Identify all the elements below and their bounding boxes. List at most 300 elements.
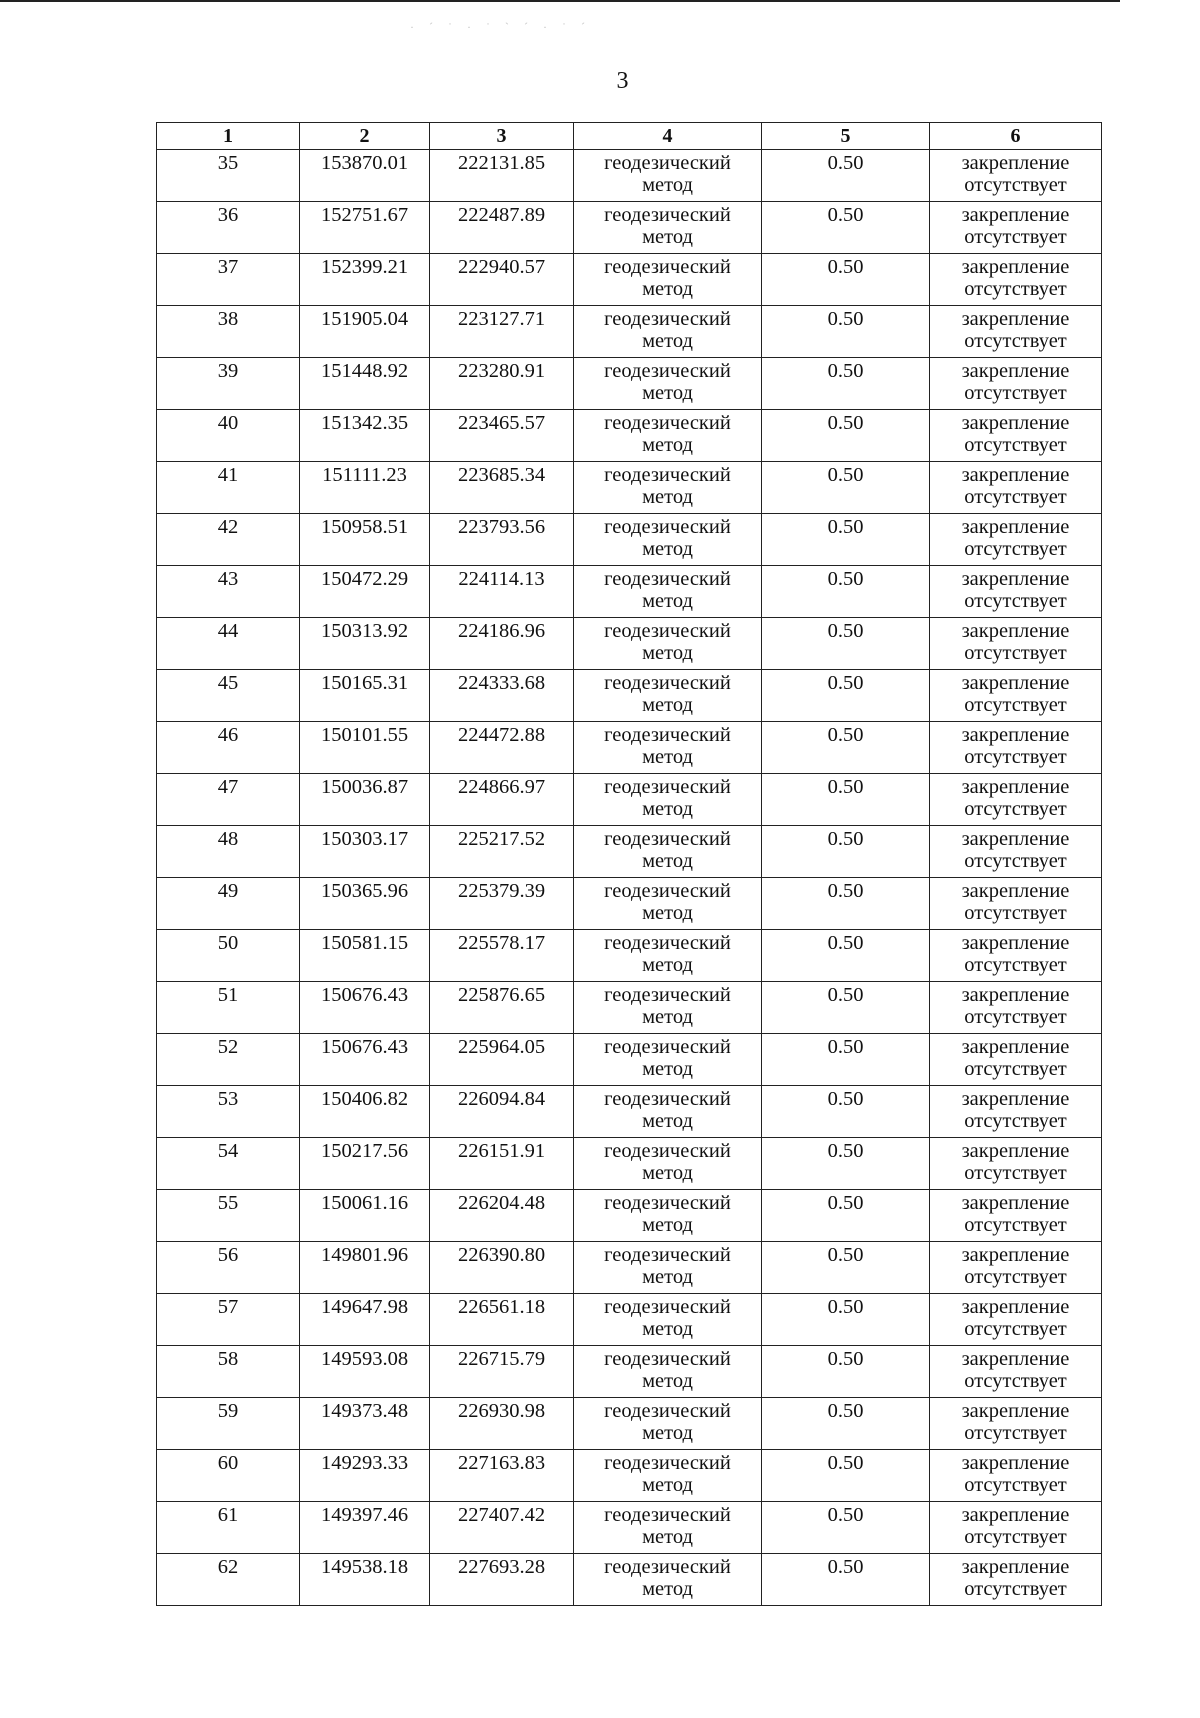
accuracy-text: 0.50: [827, 308, 864, 330]
coord-y-text: 225578.17: [457, 932, 546, 954]
point-number-cell: [157, 1034, 300, 1086]
accuracy-cell: [762, 514, 930, 566]
method-cell: [574, 202, 762, 254]
coord-x-text: 150958.51: [320, 516, 409, 538]
method-text: геодезический: [604, 152, 731, 174]
table-row: [157, 514, 1102, 566]
fixing-text: отсутствует: [964, 1370, 1067, 1392]
coord-x-cell: [300, 1242, 430, 1294]
method-cell: [574, 1190, 762, 1242]
method-text: метод: [642, 590, 693, 612]
method-text: геодезический: [604, 412, 731, 434]
coord-x-cell: [300, 462, 430, 514]
point-number-cell: [157, 1190, 300, 1242]
coord-y-cell: [430, 878, 574, 930]
point-number-text: 53: [217, 1088, 239, 1110]
point-number-cell: [157, 618, 300, 670]
point-number-text: 39: [217, 360, 239, 382]
coord-x-text: 151111.23: [322, 464, 407, 486]
method-cell: [574, 566, 762, 618]
point-number-text: 40: [217, 412, 239, 434]
table-row: [157, 254, 1102, 306]
method-text: геодезический: [604, 1348, 731, 1370]
fixing-cell: [930, 618, 1102, 670]
table-row: [157, 982, 1102, 1034]
coord-x-text: 150365.96: [320, 880, 409, 902]
coord-y-text: 224114.13: [458, 568, 545, 590]
method-cell: [574, 514, 762, 566]
coord-y-text: 226930.98: [457, 1400, 546, 1422]
coord-x-cell: [300, 930, 430, 982]
fixing-text: отсутствует: [964, 278, 1067, 300]
method-text: метод: [642, 1006, 693, 1028]
fixing-text: отсутствует: [964, 226, 1067, 248]
method-text: геодезический: [604, 464, 731, 486]
method-text: геодезический: [604, 1088, 731, 1110]
method-text: метод: [642, 278, 693, 300]
coord-x-text: 150406.82: [320, 1088, 409, 1110]
coord-y-cell: [430, 1346, 574, 1398]
coord-x-cell: [300, 1450, 430, 1502]
table-row: [157, 1398, 1102, 1450]
accuracy-cell: [762, 878, 930, 930]
point-number-cell: [157, 306, 300, 358]
coord-x-cell: [300, 618, 430, 670]
coord-x-text: 149293.33: [320, 1452, 409, 1474]
accuracy-text: 0.50: [827, 1400, 864, 1422]
header-col-3: 3: [430, 123, 574, 150]
table-row: [157, 150, 1102, 202]
method-cell: [574, 1034, 762, 1086]
point-number-cell: [157, 722, 300, 774]
method-text: метод: [642, 174, 693, 196]
accuracy-cell: [762, 618, 930, 670]
method-cell: [574, 1398, 762, 1450]
accuracy-cell: [762, 1294, 930, 1346]
point-number-text: 35: [217, 152, 239, 174]
point-number-cell: [157, 1554, 300, 1606]
method-text: геодезический: [604, 672, 731, 694]
table-row: [157, 1138, 1102, 1190]
fixing-text: закрепление: [961, 464, 1070, 486]
fixing-cell: [930, 826, 1102, 878]
method-text: метод: [642, 1058, 693, 1080]
table-row: [157, 774, 1102, 826]
coord-y-text: 225964.05: [457, 1036, 546, 1058]
coord-x-cell: [300, 1138, 430, 1190]
header-col-2: 2: [300, 123, 430, 150]
accuracy-cell: [762, 150, 930, 202]
accuracy-cell: [762, 982, 930, 1034]
coord-x-cell: [300, 306, 430, 358]
method-text: геодезический: [604, 984, 731, 1006]
coord-x-cell: [300, 982, 430, 1034]
coord-y-cell: [430, 410, 574, 462]
fixing-text: закрепление: [961, 1556, 1070, 1578]
table-row: [157, 1502, 1102, 1554]
point-number-cell: [157, 826, 300, 878]
fixing-cell: [930, 670, 1102, 722]
fixing-text: закрепление: [961, 1504, 1070, 1526]
fixing-text: закрепление: [961, 1088, 1070, 1110]
table-row: [157, 722, 1102, 774]
coord-x-cell: [300, 1554, 430, 1606]
fixing-text: закрепление: [961, 620, 1070, 642]
coord-x-text: 150061.16: [320, 1192, 409, 1214]
point-number-text: 60: [217, 1452, 239, 1474]
method-text: геодезический: [604, 256, 731, 278]
coord-y-cell: [430, 1034, 574, 1086]
accuracy-cell: [762, 670, 930, 722]
method-text: геодезический: [604, 568, 731, 590]
accuracy-cell: [762, 410, 930, 462]
accuracy-text: 0.50: [827, 152, 864, 174]
accuracy-text: 0.50: [827, 464, 864, 486]
method-text: геодезический: [604, 932, 731, 954]
point-number-cell: [157, 1138, 300, 1190]
fixing-cell: [930, 1346, 1102, 1398]
page-number: 3: [616, 68, 629, 94]
method-text: геодезический: [604, 308, 731, 330]
coord-y-text: 223465.57: [457, 412, 546, 434]
accuracy-cell: [762, 254, 930, 306]
accuracy-cell: [762, 722, 930, 774]
point-number-text: 55: [217, 1192, 239, 1214]
coord-x-cell: [300, 1346, 430, 1398]
coord-x-cell: [300, 826, 430, 878]
method-cell: [574, 982, 762, 1034]
fixing-text: закрепление: [961, 1140, 1070, 1162]
coord-y-cell: [430, 1086, 574, 1138]
coord-y-text: 223127.71: [457, 308, 546, 330]
method-cell: [574, 1450, 762, 1502]
fixing-cell: [930, 306, 1102, 358]
point-number-text: 59: [217, 1400, 239, 1422]
method-text: метод: [642, 694, 693, 716]
fixing-text: отсутствует: [964, 174, 1067, 196]
coord-x-cell: [300, 774, 430, 826]
accuracy-cell: [762, 1346, 930, 1398]
accuracy-text: 0.50: [827, 1452, 864, 1474]
accuracy-text: 0.50: [827, 1504, 864, 1526]
coord-y-cell: [430, 930, 574, 982]
point-number-cell: [157, 1294, 300, 1346]
fixing-text: отсутствует: [964, 486, 1067, 508]
fixing-text: отсутствует: [964, 1162, 1067, 1184]
coord-y-cell: [430, 514, 574, 566]
method-cell: [574, 1502, 762, 1554]
point-number-text: 48: [217, 828, 239, 850]
coord-x-cell: [300, 202, 430, 254]
coord-x-text: 150472.29: [320, 568, 409, 590]
table-row: [157, 566, 1102, 618]
point-number-cell: [157, 514, 300, 566]
method-text: геодезический: [604, 1400, 731, 1422]
coord-y-cell: [430, 618, 574, 670]
point-number-text: 49: [217, 880, 239, 902]
fixing-cell: [930, 202, 1102, 254]
accuracy-text: 0.50: [827, 1192, 864, 1214]
coord-y-text: 223280.91: [457, 360, 546, 382]
fixing-text: отсутствует: [964, 694, 1067, 716]
coord-y-cell: [430, 1502, 574, 1554]
point-number-cell: [157, 1242, 300, 1294]
method-cell: [574, 150, 762, 202]
point-number-cell: [157, 358, 300, 410]
accuracy-cell: [762, 1450, 930, 1502]
point-number-text: 38: [217, 308, 239, 330]
accuracy-text: 0.50: [827, 984, 864, 1006]
accuracy-text: 0.50: [827, 1556, 864, 1578]
method-cell: [574, 462, 762, 514]
method-text: метод: [642, 226, 693, 248]
fixing-text: закрепление: [961, 984, 1070, 1006]
method-text: геодезический: [604, 776, 731, 798]
method-text: метод: [642, 330, 693, 352]
coord-x-text: 149538.18: [320, 1556, 409, 1578]
accuracy-cell: [762, 358, 930, 410]
method-text: метод: [642, 1110, 693, 1132]
method-cell: [574, 618, 762, 670]
fixing-cell: [930, 1294, 1102, 1346]
accuracy-text: 0.50: [827, 1088, 864, 1110]
accuracy-cell: [762, 774, 930, 826]
fixing-text: закрепление: [961, 828, 1070, 850]
method-text: метод: [642, 642, 693, 664]
fixing-cell: [930, 410, 1102, 462]
fixing-cell: [930, 774, 1102, 826]
table-row: [157, 1450, 1102, 1502]
coord-y-cell: [430, 982, 574, 1034]
scan-artifact: · ´ ˙ · ˙ ` ´ · ˙ ´: [410, 20, 591, 34]
fixing-text: закрепление: [961, 932, 1070, 954]
table-row: [157, 878, 1102, 930]
coord-x-text: 153870.01: [320, 152, 409, 174]
coord-x-cell: [300, 722, 430, 774]
header-col-1: 1: [157, 123, 300, 150]
method-text: метод: [642, 1266, 693, 1288]
fixing-cell: [930, 254, 1102, 306]
fixing-text: отсутствует: [964, 434, 1067, 456]
method-text: геодезический: [604, 1556, 731, 1578]
accuracy-cell: [762, 1242, 930, 1294]
point-number-text: 43: [217, 568, 239, 590]
method-cell: [574, 1346, 762, 1398]
fixing-cell: [930, 1138, 1102, 1190]
coord-y-text: 223793.56: [457, 516, 546, 538]
point-number-cell: [157, 1502, 300, 1554]
point-number-cell: [157, 254, 300, 306]
accuracy-text: 0.50: [827, 204, 864, 226]
method-text: метод: [642, 850, 693, 872]
method-cell: [574, 358, 762, 410]
accuracy-text: 0.50: [827, 828, 864, 850]
fixing-text: закрепление: [961, 568, 1070, 590]
accuracy-text: 0.50: [827, 1348, 864, 1370]
method-text: метод: [642, 902, 693, 924]
coord-y-cell: [430, 774, 574, 826]
coord-x-cell: [300, 1502, 430, 1554]
accuracy-text: 0.50: [827, 1296, 864, 1318]
accuracy-text: 0.50: [827, 256, 864, 278]
fixing-text: закрепление: [961, 1348, 1070, 1370]
point-number-text: 47: [217, 776, 239, 798]
coord-y-text: 226390.80: [457, 1244, 546, 1266]
point-number-text: 46: [217, 724, 239, 746]
fixing-cell: [930, 150, 1102, 202]
top-edge-line: [0, 0, 1120, 2]
point-number-cell: [157, 982, 300, 1034]
fixing-text: отсутствует: [964, 538, 1067, 560]
accuracy-cell: [762, 1554, 930, 1606]
method-cell: [574, 826, 762, 878]
accuracy-cell: [762, 566, 930, 618]
method-text: метод: [642, 382, 693, 404]
coord-x-text: 149593.08: [320, 1348, 409, 1370]
accuracy-text: 0.50: [827, 776, 864, 798]
table-row: [157, 358, 1102, 410]
accuracy-cell: [762, 826, 930, 878]
coord-y-cell: [430, 254, 574, 306]
point-number-text: 62: [217, 1556, 239, 1578]
table-row: [157, 1294, 1102, 1346]
coord-y-text: 225217.52: [457, 828, 546, 850]
coord-y-text: 222487.89: [457, 204, 546, 226]
table-row: [157, 670, 1102, 722]
method-cell: [574, 722, 762, 774]
point-number-cell: [157, 410, 300, 462]
method-text: геодезический: [604, 620, 731, 642]
accuracy-text: 0.50: [827, 724, 864, 746]
accuracy-text: 0.50: [827, 620, 864, 642]
method-text: метод: [642, 798, 693, 820]
coord-y-text: 224472.88: [457, 724, 546, 746]
method-cell: [574, 306, 762, 358]
fixing-text: отсутствует: [964, 642, 1067, 664]
coord-x-cell: [300, 1034, 430, 1086]
accuracy-text: 0.50: [827, 672, 864, 694]
coord-y-text: 222940.57: [457, 256, 546, 278]
accuracy-text: 0.50: [827, 568, 864, 590]
point-number-text: 52: [217, 1036, 239, 1058]
fixing-text: отсутствует: [964, 1526, 1067, 1548]
method-text: метод: [642, 954, 693, 976]
fixing-text: закрепление: [961, 412, 1070, 434]
coord-y-cell: [430, 1242, 574, 1294]
point-number-cell: [157, 462, 300, 514]
coord-x-text: 149373.48: [320, 1400, 409, 1422]
method-cell: [574, 254, 762, 306]
coord-y-text: 222131.85: [457, 152, 546, 174]
fixing-text: закрепление: [961, 1244, 1070, 1266]
coord-y-cell: [430, 722, 574, 774]
coord-y-cell: [430, 462, 574, 514]
coord-x-cell: [300, 1190, 430, 1242]
accuracy-cell: [762, 930, 930, 982]
coord-x-cell: [300, 566, 430, 618]
table-row: [157, 826, 1102, 878]
fixing-text: закрепление: [961, 1400, 1070, 1422]
fixing-text: закрепление: [961, 256, 1070, 278]
coord-y-text: 227163.83: [457, 1452, 546, 1474]
method-cell: [574, 670, 762, 722]
fixing-text: закрепление: [961, 360, 1070, 382]
point-number-cell: [157, 1398, 300, 1450]
accuracy-cell: [762, 202, 930, 254]
coord-x-text: 152399.21: [320, 256, 409, 278]
method-text: геодезический: [604, 724, 731, 746]
coord-y-cell: [430, 1450, 574, 1502]
method-cell: [574, 410, 762, 462]
fixing-cell: [930, 1398, 1102, 1450]
coord-x-cell: [300, 1398, 430, 1450]
coord-y-cell: [430, 826, 574, 878]
point-number-text: 44: [217, 620, 239, 642]
coord-x-text: 151448.92: [320, 360, 409, 382]
method-cell: [574, 1242, 762, 1294]
method-text: геодезический: [604, 1296, 731, 1318]
coord-x-cell: [300, 670, 430, 722]
fixing-text: закрепление: [961, 724, 1070, 746]
coord-x-text: 149397.46: [320, 1504, 409, 1526]
coord-y-text: 227407.42: [457, 1504, 546, 1526]
fixing-cell: [930, 982, 1102, 1034]
table-row: [157, 462, 1102, 514]
coord-x-cell: [300, 1294, 430, 1346]
coord-y-cell: [430, 1138, 574, 1190]
fixing-text: закрепление: [961, 776, 1070, 798]
method-text: метод: [642, 1474, 693, 1496]
point-number-text: 41: [217, 464, 239, 486]
header-col-4: 4: [574, 123, 762, 150]
accuracy-cell: [762, 1502, 930, 1554]
coord-x-cell: [300, 150, 430, 202]
point-number-text: 37: [217, 256, 239, 278]
table-row: [157, 306, 1102, 358]
method-text: геодезический: [604, 204, 731, 226]
coord-x-text: 150676.43: [320, 1036, 409, 1058]
table-row: [157, 1190, 1102, 1242]
coord-y-cell: [430, 306, 574, 358]
fixing-cell: [930, 1242, 1102, 1294]
coord-y-cell: [430, 670, 574, 722]
method-text: геодезический: [604, 516, 731, 538]
coordinates-table: [156, 122, 1102, 1606]
coord-y-cell: [430, 1554, 574, 1606]
method-text: геодезический: [604, 1244, 731, 1266]
fixing-text: закрепление: [961, 1452, 1070, 1474]
coord-y-cell: [430, 202, 574, 254]
point-number-cell: [157, 670, 300, 722]
method-text: геодезический: [604, 828, 731, 850]
coord-x-text: 150036.87: [320, 776, 409, 798]
fixing-text: отсутствует: [964, 1058, 1067, 1080]
point-number-text: 45: [217, 672, 239, 694]
accuracy-text: 0.50: [827, 516, 864, 538]
accuracy-cell: [762, 1034, 930, 1086]
coord-y-text: 226715.79: [457, 1348, 546, 1370]
point-number-text: 36: [217, 204, 239, 226]
coord-y-cell: [430, 1190, 574, 1242]
fixing-text: отсутствует: [964, 590, 1067, 612]
table-row: [157, 1034, 1102, 1086]
coord-x-text: 150217.56: [320, 1140, 409, 1162]
coord-y-text: 226204.48: [457, 1192, 546, 1214]
coord-y-text: 223685.34: [457, 464, 546, 486]
fixing-text: отсутствует: [964, 954, 1067, 976]
coord-x-text: 150313.92: [320, 620, 409, 642]
method-cell: [574, 930, 762, 982]
